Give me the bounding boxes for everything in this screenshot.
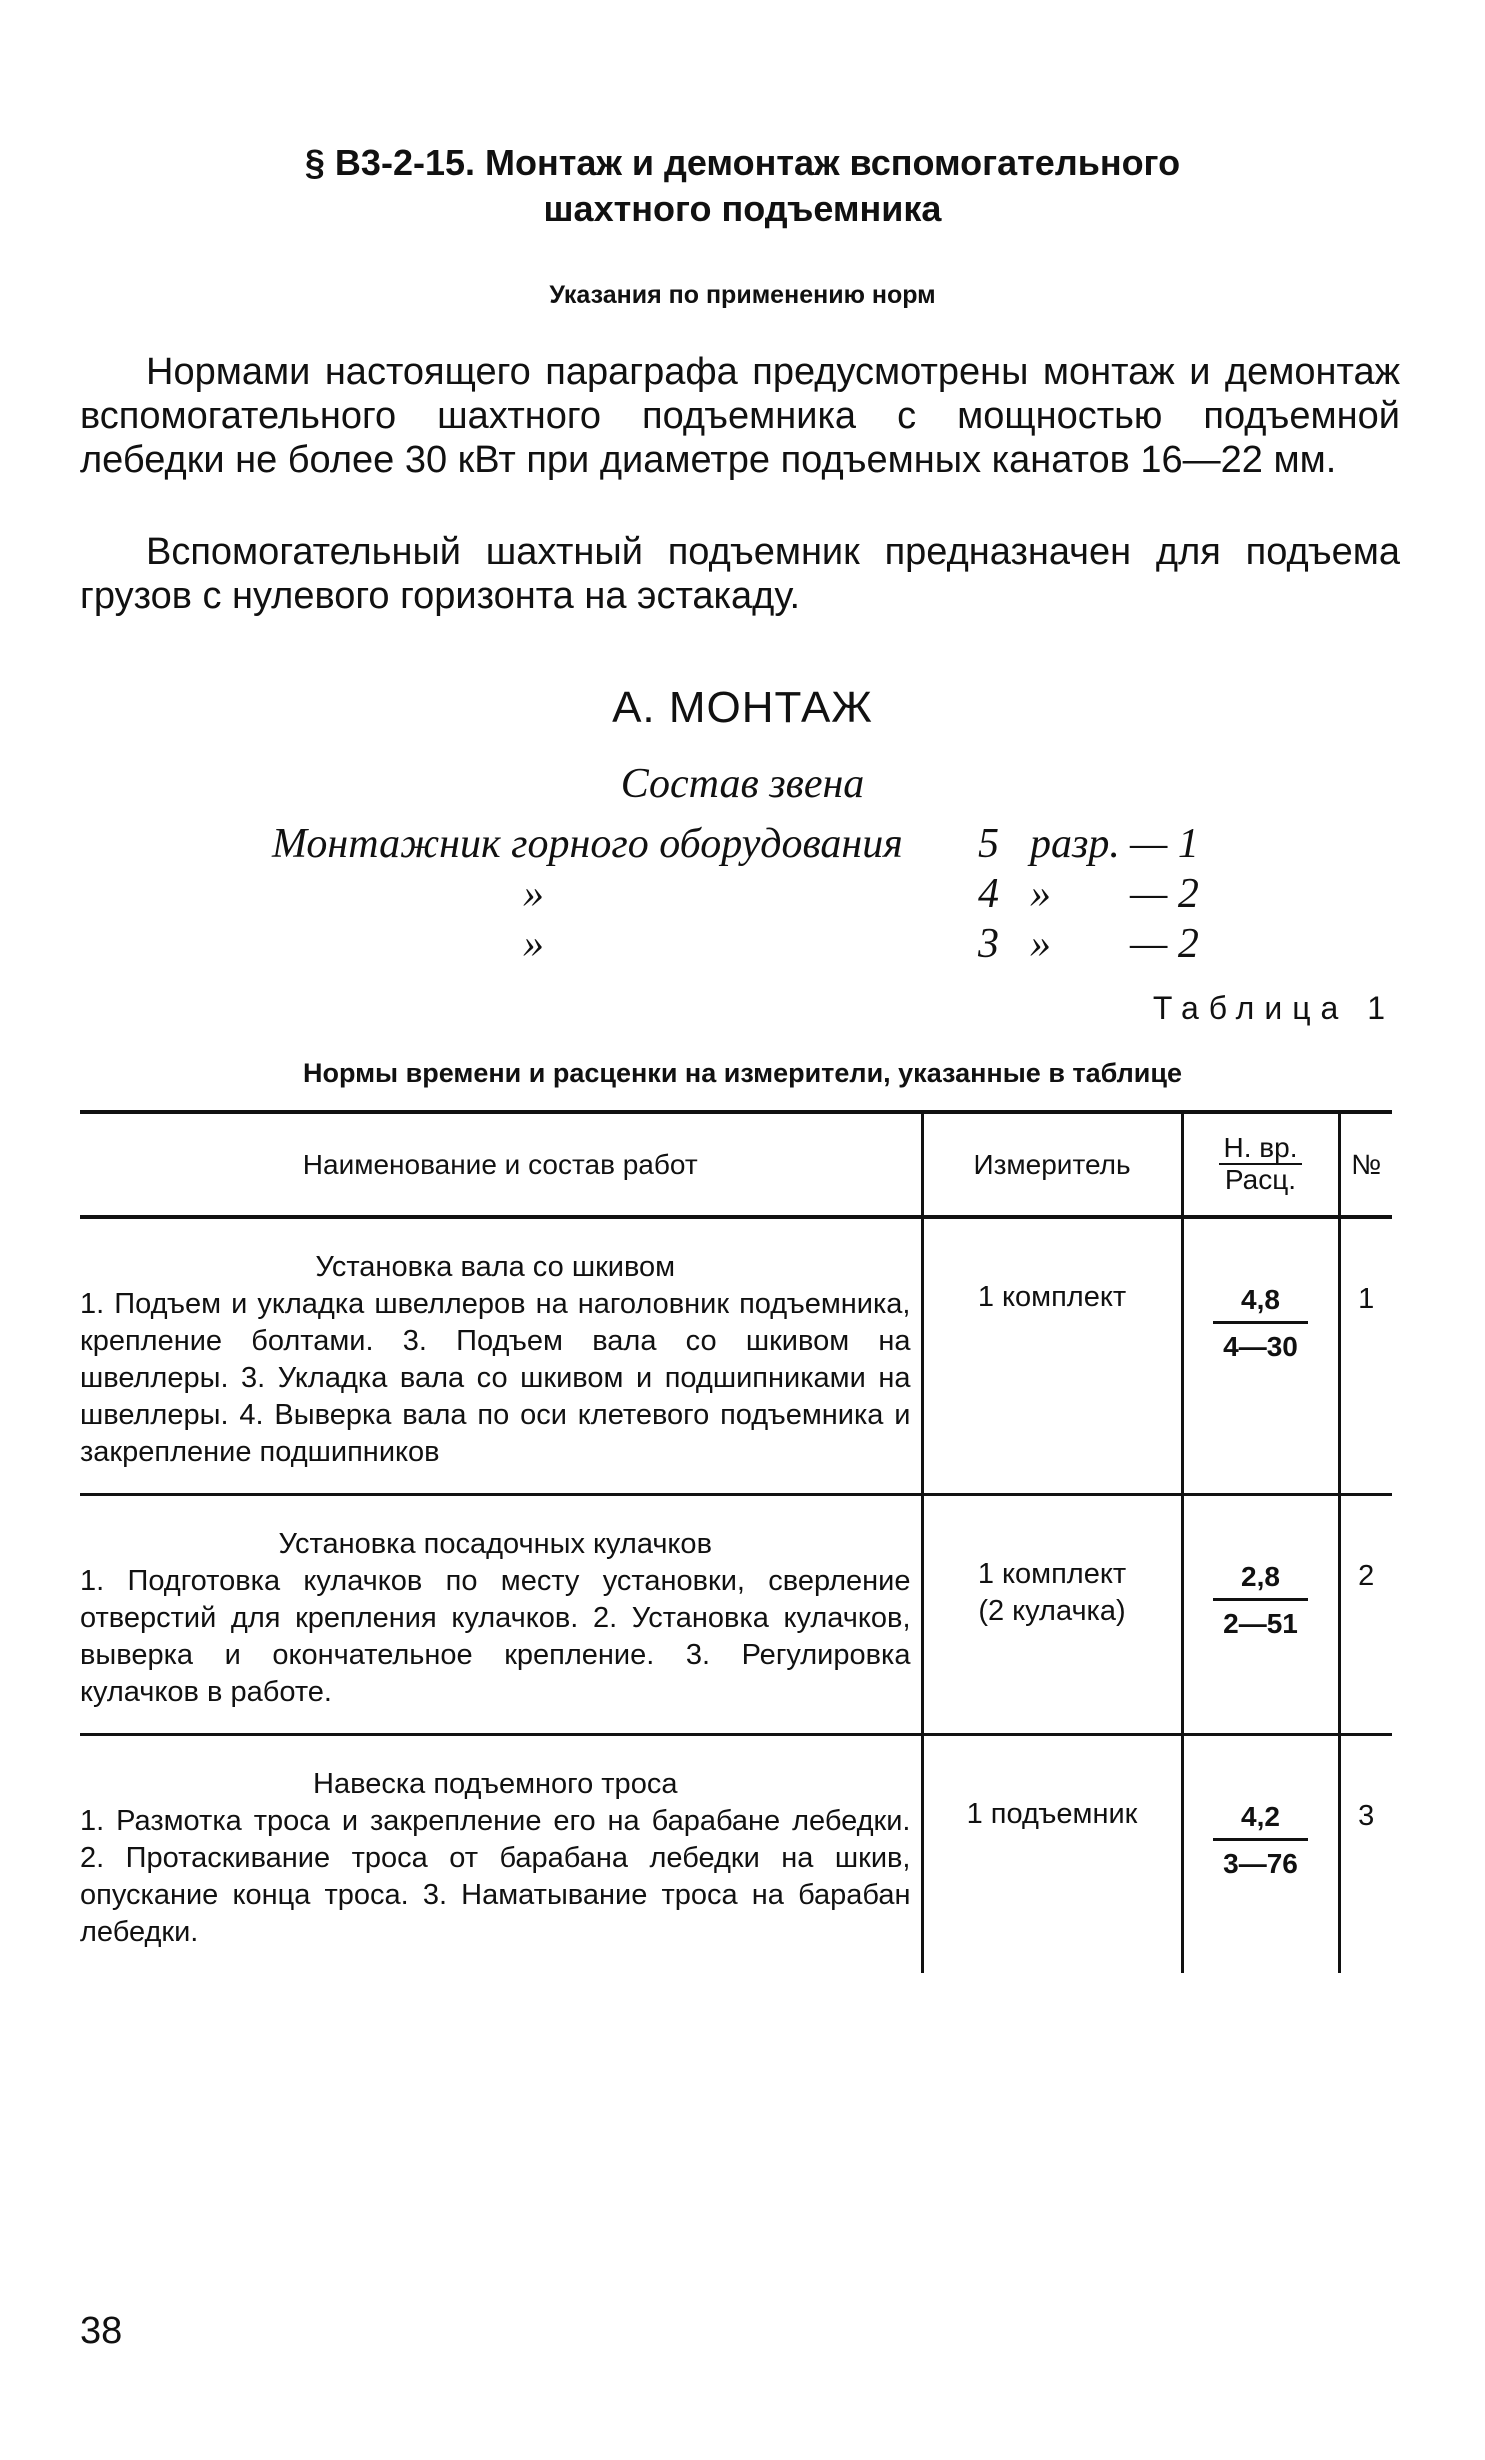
norm-cell: [1182, 1495, 1339, 1735]
unit-line-1: 1 подъемник: [966, 1798, 1138, 1830]
unit-line-1: 1 комплект: [977, 1281, 1127, 1313]
crew-title: Состав звена: [620, 761, 865, 807]
table-caption: Нормы времени и расценки на измерители, указанные в таблице: [302, 1058, 1183, 1088]
rate: 4—30: [1223, 1331, 1298, 1362]
crew-count-1: — 1: [1130, 821, 1199, 867]
work-title: Установка посадочных кулачков: [278, 1528, 712, 1560]
row-number: 3: [1339, 1735, 1392, 1974]
norm-time: 2,8: [1213, 1558, 1308, 1601]
work-cell: [80, 1495, 922, 1735]
crew-role-1: Монтажник горного оборудования: [272, 821, 903, 867]
crew-count-2: — 2: [1130, 871, 1199, 917]
heading-line-2: шахтного подъемника: [543, 188, 942, 229]
paragraph-2: [80, 530, 1400, 618]
table-row: [80, 1495, 1392, 1735]
norm-cell: [1182, 1735, 1339, 1974]
crew-grade-3: 3: [978, 921, 999, 967]
paragraph-1-text: Нормами настоящего параграфа предусмотрены монтаж и демонтаж вспомогательного шахтного подъемника с мощностью подъемной лебедки не более 30 кВт при диаметре подъемных канатов 16—22 мм.: [80, 351, 1400, 481]
work-cell: [80, 1735, 922, 1974]
table-label: Таблица 1: [1152, 990, 1395, 1026]
header-rate: Расц.: [1224, 1164, 1297, 1195]
norms-table: [80, 1110, 1392, 1973]
work-title: Навеска подъемного троса: [313, 1768, 678, 1800]
unit-cell: [922, 1495, 1182, 1735]
section-heading-paragraph: [0, 140, 1485, 232]
header-work: Наименование и состав работ: [80, 1112, 922, 1217]
crew-role-3: »: [523, 921, 544, 967]
unit-line-2: (2 кулачка): [978, 1595, 1126, 1627]
crew-count-3: — 2: [1130, 921, 1199, 967]
header-unit: Измеритель: [922, 1112, 1182, 1217]
montage-heading: А. МОНТАЖ: [612, 683, 873, 732]
crew-role-2: »: [523, 871, 544, 917]
norm-fraction: [1213, 1558, 1308, 1643]
table-row: [80, 1735, 1392, 1974]
crew-unit-1: разр.: [1030, 821, 1120, 867]
norm-cell: [1182, 1217, 1339, 1495]
rate: 3—76: [1223, 1848, 1298, 1879]
crew-grade-1: 5: [978, 821, 999, 867]
paragraph-1: [80, 350, 1400, 482]
rate: 2—51: [1223, 1608, 1298, 1639]
norm-fraction: [1213, 1798, 1308, 1883]
row-number: 1: [1339, 1217, 1392, 1495]
crew-unit-2: »: [1030, 871, 1051, 917]
paragraph-2-text: Вспомогательный шахтный подъемник предназначен для подъема грузов с нулевого горизонта на эстакаду.: [80, 531, 1400, 617]
norm-fraction: [1213, 1281, 1308, 1366]
norm-time: 4,2: [1213, 1798, 1308, 1841]
unit-cell: [922, 1735, 1182, 1974]
crew-unit-3: »: [1030, 921, 1051, 967]
header-norm: [1182, 1112, 1339, 1217]
crew-grade-2: 4: [978, 871, 999, 917]
guidance-title: Указания по применению норм: [549, 281, 936, 309]
page-number: 38: [80, 2310, 123, 2352]
header-norm-time: Н. вр.: [1219, 1133, 1301, 1165]
work-description: 1. Подъем и укладка швеллеров на наголовник подъемника, крепление болтами. 3. Подъем вала со шкивом на швеллеры. 3. Укладка вала со шкивом и подшипниками на швеллеры. 4. Выверка вала по оси клетевого подъемника и закрепление подшипников: [80, 1288, 911, 1468]
table-row: [80, 1217, 1392, 1495]
header-number: №: [1339, 1112, 1392, 1217]
norm-time: 4,8: [1213, 1281, 1308, 1324]
unit-line-1: 1 комплект: [977, 1558, 1127, 1590]
header-norm-fraction: [1219, 1133, 1301, 1195]
work-description: 1. Размотка троса и закрепление его на барабане лебедки. 2. Протаскивание троса от барабана лебедки на шкив, опускание конца троса. 3. Наматывание троса на барабан лебедки.: [80, 1805, 911, 1948]
work-cell: [80, 1217, 922, 1495]
row-number: 2: [1339, 1495, 1392, 1735]
table-header-row: [80, 1112, 1392, 1217]
heading-line-1: § В3-2-15. Монтаж и демонтаж вспомогательного: [304, 142, 1181, 183]
unit-cell: [922, 1217, 1182, 1495]
work-title: Установка вала со шкивом: [315, 1251, 676, 1283]
work-description: 1. Подготовка кулачков по месту установки, сверление отверстий для крепления кулачков. 2. Установка кулачков, выверка и окончательное крепление. 3. Регулировка кулачков в работе.: [80, 1565, 911, 1708]
